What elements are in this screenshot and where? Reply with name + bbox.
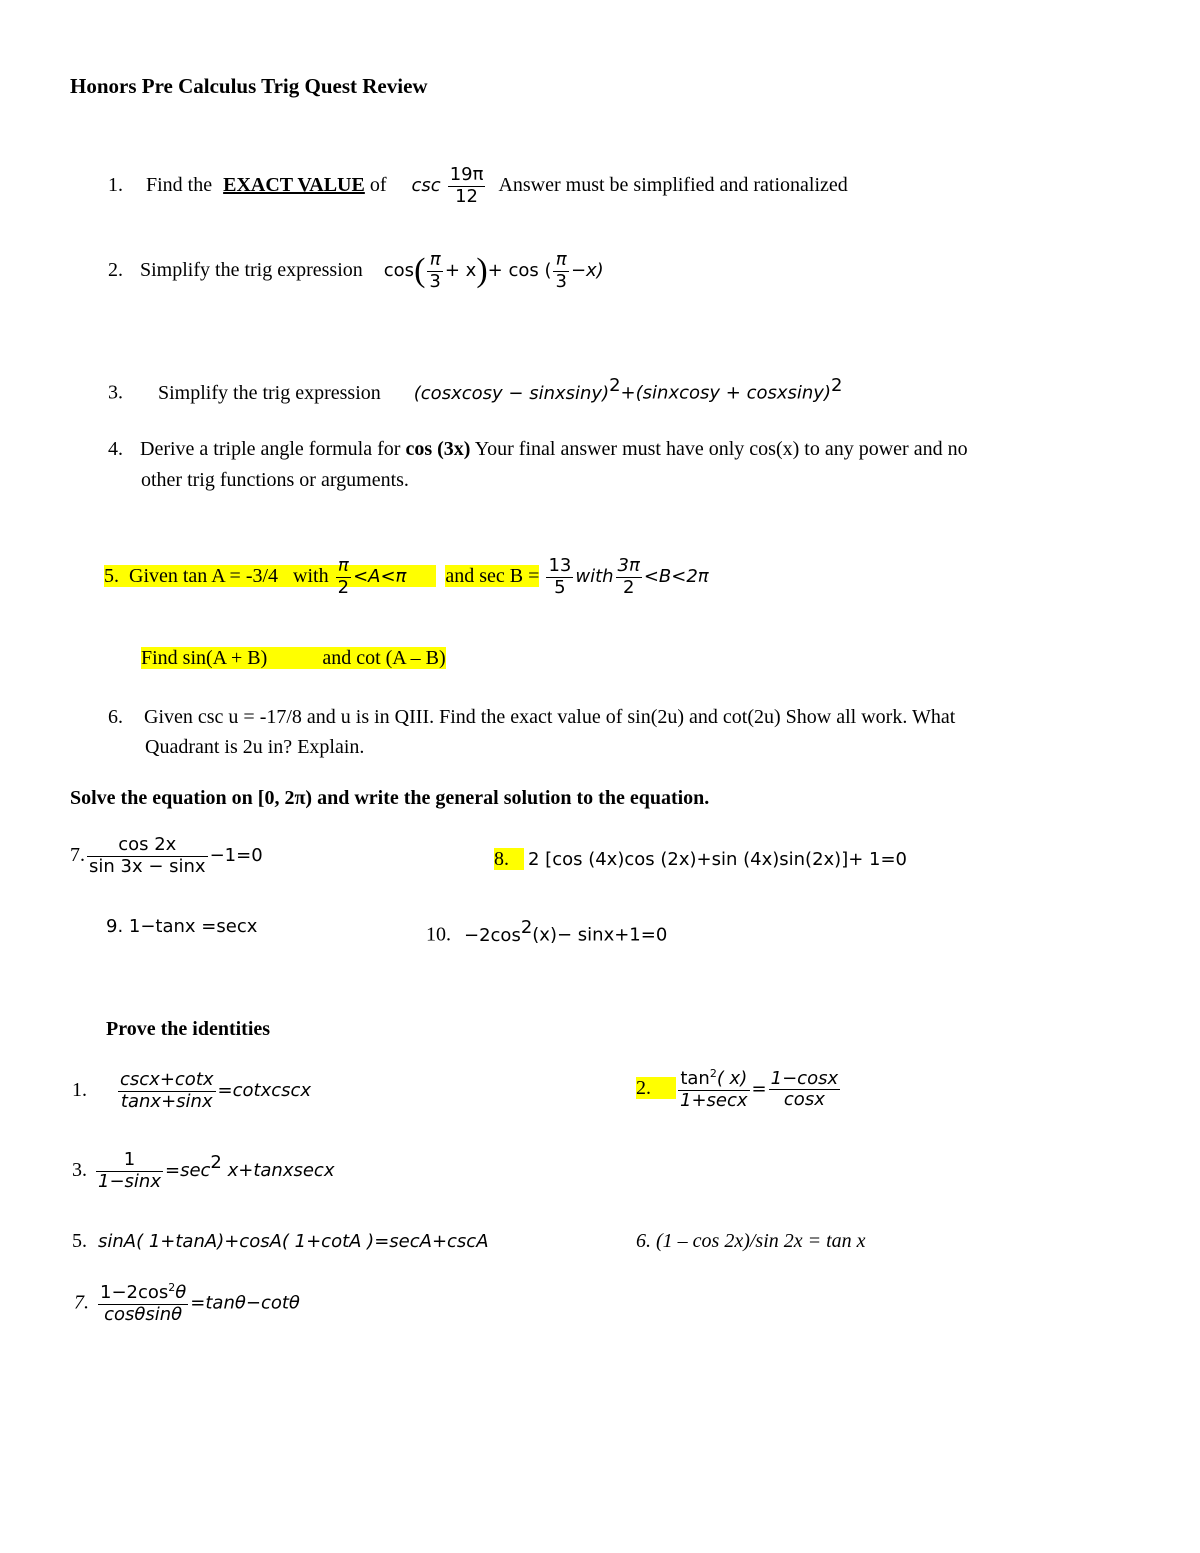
p3-rest-b: x+tanxsecx (221, 1159, 335, 1181)
p3-fraction (96, 1150, 163, 1192)
q5-ineq-a: <A<π (353, 565, 407, 587)
q5-given: Given tan A = -3/4 (129, 564, 279, 587)
p2-tan: tan (680, 1068, 710, 1089)
p2-right-fraction (769, 1069, 840, 1111)
p3-numer: 1 (96, 1150, 163, 1172)
q5-find-highlight (141, 647, 446, 669)
p2-right-denom: cosx (783, 1089, 825, 1111)
q3-expr-a: (cosxcosy − sinxsiny) (413, 382, 610, 404)
proof-6: 6. (1 – cos 2x)/sin 2x = tan x (636, 1230, 866, 1252)
q5-with-2: with (575, 565, 614, 587)
q2-plus-x: + x (444, 259, 477, 281)
q1-csc: csc (411, 174, 441, 196)
q5-highlight-a (104, 555, 436, 598)
q5-and-sec: and sec B = (445, 564, 540, 587)
eq7-denom: sin 3x − sinx (89, 855, 206, 877)
solve-heading: Solve the equation on [0, 2π) and write the general solution to the equation. (70, 787, 710, 809)
q5-frac-13-5 (546, 556, 573, 598)
eq7-number: 7. (70, 843, 85, 866)
q1-exact-value: EXACT VALUE (223, 173, 365, 196)
eq8-number (494, 848, 524, 870)
q5-frac-pi-2-num: π (336, 556, 351, 578)
proof-2 (636, 1068, 842, 1111)
q6-line-2: Quadrant is 2u in? Explain. (145, 736, 365, 758)
eq9-text: 9. 1−tanx =secx (106, 916, 258, 937)
question-4 (108, 438, 968, 461)
p1-numer: cscx+cotx (120, 1069, 214, 1090)
q5-find (141, 647, 446, 670)
eq8-expr: 2 [cos (4x)cos (2x)+sin (4x)sin(2x)] (528, 849, 849, 870)
p7-denom: cosθsinθ (104, 1303, 183, 1325)
q5-frac-pi-2 (336, 556, 351, 598)
p1-number: 1. (72, 1078, 87, 1101)
q5-highlight-b (445, 565, 539, 587)
q2-frac-2-num: π (553, 250, 568, 272)
question-2 (108, 250, 604, 292)
p2-right-numer: 1−cosx (770, 1067, 839, 1089)
p3-square: 2 (210, 1152, 222, 1174)
q5-frac-13-5-num: 13 (548, 555, 572, 576)
p3-denom: 1−sinx (98, 1170, 161, 1192)
q5-frac-3pi-2 (616, 556, 642, 598)
q2-number: 2. (108, 258, 123, 281)
p2-equals: = (751, 1078, 767, 1100)
p2-square: 2 (709, 1067, 717, 1080)
p5-number: 5. (72, 1230, 87, 1252)
p3-rest-a: =sec (164, 1159, 211, 1181)
q2-text: Simplify the trig expression (140, 258, 363, 281)
q6-number: 6. (108, 706, 123, 728)
eq7-numer: cos 2x (87, 835, 208, 857)
q2-frac-1 (427, 250, 442, 292)
q2-frac-2-den: 3 (555, 270, 567, 292)
proof-5 (72, 1230, 489, 1253)
q4-text-b: Your final answer must have only cos(x) to any power and no (474, 438, 968, 460)
q3-plus: + (620, 382, 636, 404)
q1-number: 1. (108, 173, 123, 196)
p7-rest: =tanθ−cotθ (190, 1292, 300, 1314)
q4-number: 4. (108, 438, 123, 460)
p1-fraction (118, 1070, 216, 1112)
p1-rest: =cotxcscx (217, 1079, 312, 1101)
eq7-fraction (87, 835, 208, 877)
equation-9 (106, 915, 257, 938)
q4-cos3x: cos (3x) (405, 438, 471, 460)
q2-frac-1-den: 3 (429, 270, 441, 292)
question-3 (108, 375, 842, 405)
q4-text-a: Derive a triple angle formula for (140, 438, 401, 460)
eq10-b: (x)− sinx+1=0 (532, 924, 668, 946)
q4-line-2: other trig functions or arguments. (141, 469, 409, 491)
eq8-number-text: 8. (494, 848, 509, 870)
q1-text-b: of (369, 173, 387, 196)
q2-left-paren: ( (414, 252, 426, 290)
q2-cos: cos (383, 259, 415, 281)
equation-10 (426, 917, 667, 947)
q3-number: 3. (108, 381, 123, 404)
eq8-rest: + 1=0 (848, 849, 908, 870)
q2-right-paren: ) (476, 252, 488, 290)
q5-frac-pi-2-den: 2 (337, 576, 350, 598)
q2-frac-1-num: π (427, 250, 442, 272)
q1-fraction (448, 165, 486, 207)
eq10-number: 10. (426, 923, 451, 946)
q5-frac-13-5-den: 5 (554, 576, 566, 598)
proof-1 (72, 1070, 311, 1112)
q1-text-a: Find the (146, 173, 213, 196)
q3-square-b: 2 (830, 375, 843, 396)
question-1 (108, 165, 848, 207)
q3-expr-b: (sinxcosy + cosxsiny) (635, 382, 831, 404)
q5-with: with (293, 564, 329, 587)
question-6 (108, 706, 955, 729)
p7-numer (98, 1282, 188, 1305)
q5-frac-3pi-2-num: 3π (617, 555, 640, 576)
q3-text: Simplify the trig expression (158, 381, 381, 404)
p2-left-numer (678, 1068, 750, 1091)
proof-7 (74, 1282, 300, 1325)
q3-square-a: 2 (609, 375, 621, 396)
p1-denom: tanx+sinx (120, 1090, 213, 1112)
q1-fraction-den: 12 (455, 185, 479, 207)
question-5 (104, 556, 709, 598)
q5-ineq-b: <B<2π (643, 565, 709, 587)
p2-left-fraction (678, 1068, 750, 1111)
p3-number: 3. (72, 1158, 87, 1181)
q5-find-a: Find sin(A + B) (141, 647, 268, 669)
q5-frac-3pi-2-den: 2 (622, 576, 635, 598)
p2-number (636, 1077, 676, 1099)
q5-number: 5. (104, 564, 119, 587)
eq7-rest: −1=0 (209, 844, 263, 866)
q5-find-b: and cot (A – B) (322, 647, 446, 669)
p5-expr: sinA( 1+tanA)+cosA( 1+cotA )=secA+cscA (98, 1231, 489, 1252)
p2-left-denom: 1+secx (680, 1089, 748, 1111)
eq10-square: 2 (520, 917, 533, 938)
equation-7 (70, 835, 263, 877)
equation-8 (494, 848, 907, 871)
p7-numer-a: 1−2cos (100, 1282, 169, 1303)
prove-heading: Prove the identities (106, 1018, 271, 1040)
p7-theta: θ (175, 1282, 187, 1303)
p7-fraction (98, 1282, 188, 1325)
q2-mid: + cos ( (487, 259, 552, 281)
q1-text-c: Answer must be simplified and rationalized (498, 173, 848, 196)
p2-number-text: 2. (636, 1077, 651, 1100)
q2-frac-2 (553, 250, 568, 292)
p7-number: 7. (74, 1291, 89, 1314)
proof-3 (72, 1150, 334, 1192)
page-title: Honors Pre Calculus Trig Quest Review (70, 74, 428, 98)
p2-arg: ( x) (716, 1068, 748, 1089)
eq10-a: −2cos (464, 924, 521, 946)
q6-line-1: Given csc u = -17/8 and u is in QIII. Find the exact value of sin(2u) and cot(2u) Show all work. What (144, 706, 956, 728)
q2-minus-x: −x) (570, 259, 604, 281)
q1-fraction-num: 19π (449, 164, 484, 185)
p7-square: 2 (168, 1281, 176, 1294)
